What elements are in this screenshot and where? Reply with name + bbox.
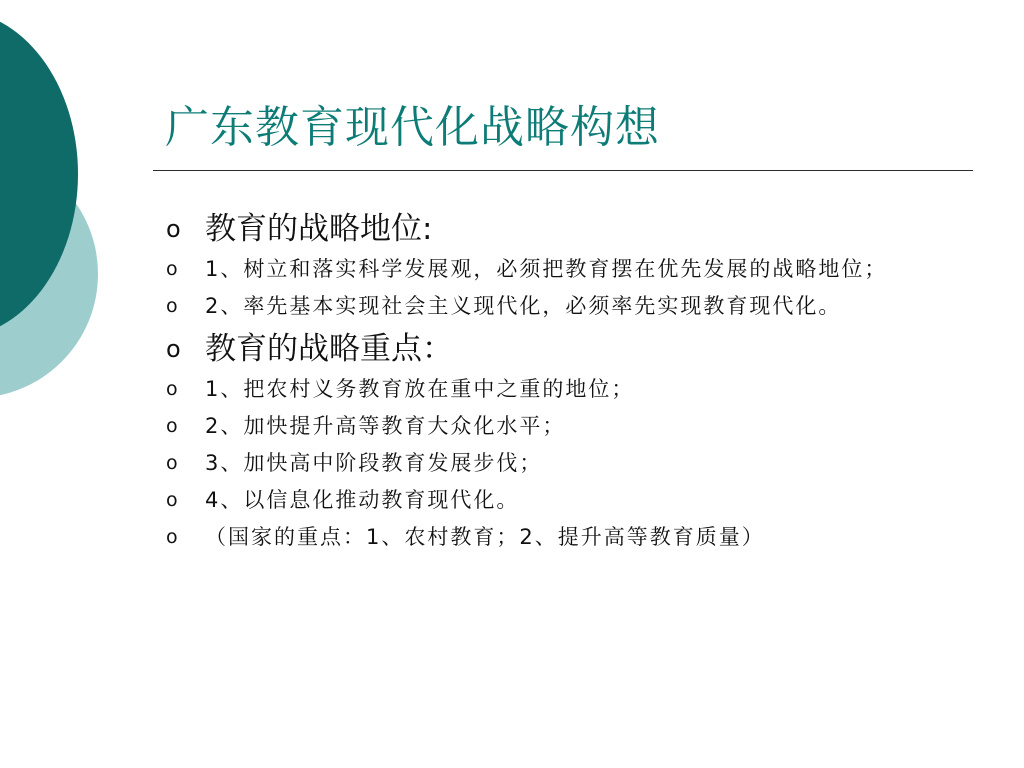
list-item [160, 290, 980, 323]
list-item [160, 484, 980, 517]
list-item [160, 327, 980, 371]
bullet-circle-icon: o [166, 452, 180, 474]
bullet-circle-icon: o [166, 489, 180, 511]
list-item [160, 410, 980, 443]
slide-title: 广东教育现代化战略构想 [165, 102, 660, 153]
list-item-text: 教育的战略地位: [205, 211, 433, 247]
bullet-circle-icon: o [166, 295, 180, 317]
list-item [160, 253, 980, 286]
title-divider [153, 170, 973, 171]
list-item-text: 4、以信息化推动教育现代化。 [205, 488, 520, 512]
list-item-text: 教育的战略重点： [205, 331, 453, 367]
list-item [160, 207, 980, 251]
list-item-text: 2、加快提升高等教育大众化水平； [205, 414, 566, 438]
list-item-text: 1、树立和落实科学发展观，必须把教育摆在优先发展的战略地位； [205, 257, 888, 281]
list-item-text: 1、把农村义务教育放在重中之重的地位； [205, 377, 635, 401]
list-item [160, 447, 980, 480]
list-item-text: 3、加快高中阶段教育发展步伐； [205, 451, 543, 475]
bullet-list [160, 207, 980, 558]
list-item [160, 521, 980, 554]
bullet-circle-icon: o [166, 215, 181, 243]
list-item [160, 373, 980, 406]
bullet-circle-icon: o [166, 258, 180, 280]
list-item-text: 2、率先基本实现社会主义现代化，必须率先实现教育现代化。 [205, 294, 842, 318]
bullet-circle-icon: o [166, 526, 180, 548]
bullet-circle-icon: o [166, 378, 180, 400]
bullet-circle-icon: o [166, 335, 181, 363]
bullet-circle-icon: o [166, 415, 180, 437]
list-item-text: （国家的重点：1、农村教育；2、提升高等教育质量） [205, 525, 765, 549]
